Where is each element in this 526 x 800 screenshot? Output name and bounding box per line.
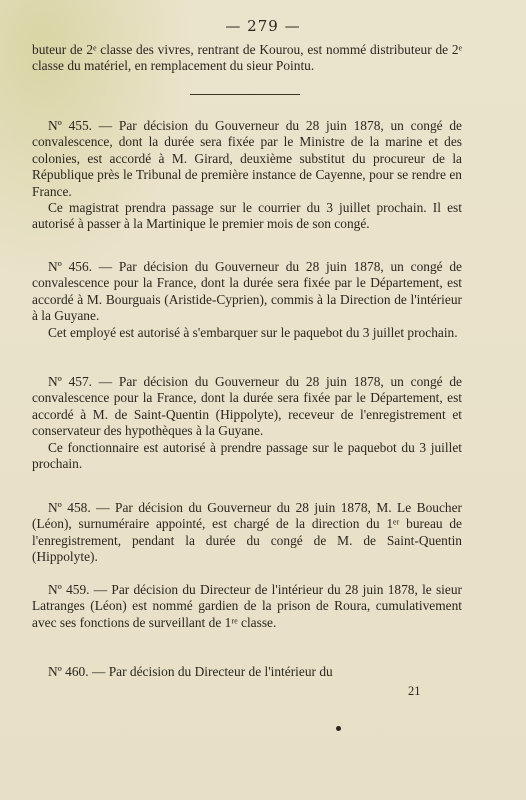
section-separator — [190, 94, 300, 95]
decision-text: Nº 456. — Par décision du Gouverneur du 28 juin 1878, un congé de convalescence pour la France, dont la durée sera fixée par le Département, est accordé à M. Bourguais (Aristide-Cyprien), commis à la Direction de l'intérieur à la Guyane. — [32, 259, 462, 324]
continued-paragraph — [32, 42, 462, 75]
decision-459 — [32, 582, 462, 631]
page-number: — 279 — — [225, 17, 301, 35]
decision-458 — [32, 500, 462, 566]
decision-text: Nº 457. — Par décision du Gouverneur du 28 juin 1878, un congé de convalescence pour la France, dont la durée sera fixée par le Département, est accordé à M. de Saint-Quentin (Hippolyte), receveur de l'enregistrement et conservateur des hypothèques à la Guyane. — [32, 374, 462, 439]
decision-text: Nº 459. — Par décision du Directeur de l'intérieur du 28 juin 1878, le sieur Latranges (Léon) est nommé gardien de la prison de Roura, cumulativement avec ses fonctions de surveillant de 1ʳᵉ classe. — [32, 582, 462, 630]
decision-note: Ce magistrat prendra passage sur le courrier du 3 juillet prochain. Il est autorisé à passer à la Martinique le premier mois de son congé. — [32, 200, 462, 232]
paragraph-text: buteur de 2ᵉ classe des vivres, rentrant de Kourou, est nommé distributeur de 2ᵉ classe du matériel, en remplacement du sieur Pointu. — [32, 42, 462, 74]
signature-mark: 21 — [408, 684, 421, 698]
decision-note: Ce fonctionnaire est autorisé à prendre passage sur le paquebot du 3 juillet prochain. — [32, 439, 462, 472]
decision-455 — [32, 118, 462, 233]
decision-457 — [32, 374, 462, 472]
decision-456 — [32, 259, 462, 341]
decision-text: Nº 460. — Par décision du Directeur de l'intérieur du — [48, 664, 333, 679]
decision-460 — [32, 664, 462, 680]
ink-dot — [336, 726, 341, 731]
decision-note: Cet employé est autorisé à s'embarquer sur le paquebot du 3 juillet prochain. — [48, 324, 458, 340]
decision-text: Nº 458. — Par décision du Gouverneur du 28 juin 1878, M. Le Boucher (Léon), surnuméraire appointé, est chargé de la direction du 1ᵉʳ bureau de l'enregistrement, pendant la durée du congé de M. de Saint-Quentin (Hippolyte). — [32, 500, 462, 565]
decision-text: Nº 455. — Par décision du Gouverneur du 28 juin 1878, un congé de convalescence, dont la durée sera fixée par le Ministre de la marine et des colonies, est accordé à M. Girard, deuxième substitut du procureur de la République près le Tribunal de première instance de Cayenne, pour se rendre en France. — [32, 118, 462, 199]
